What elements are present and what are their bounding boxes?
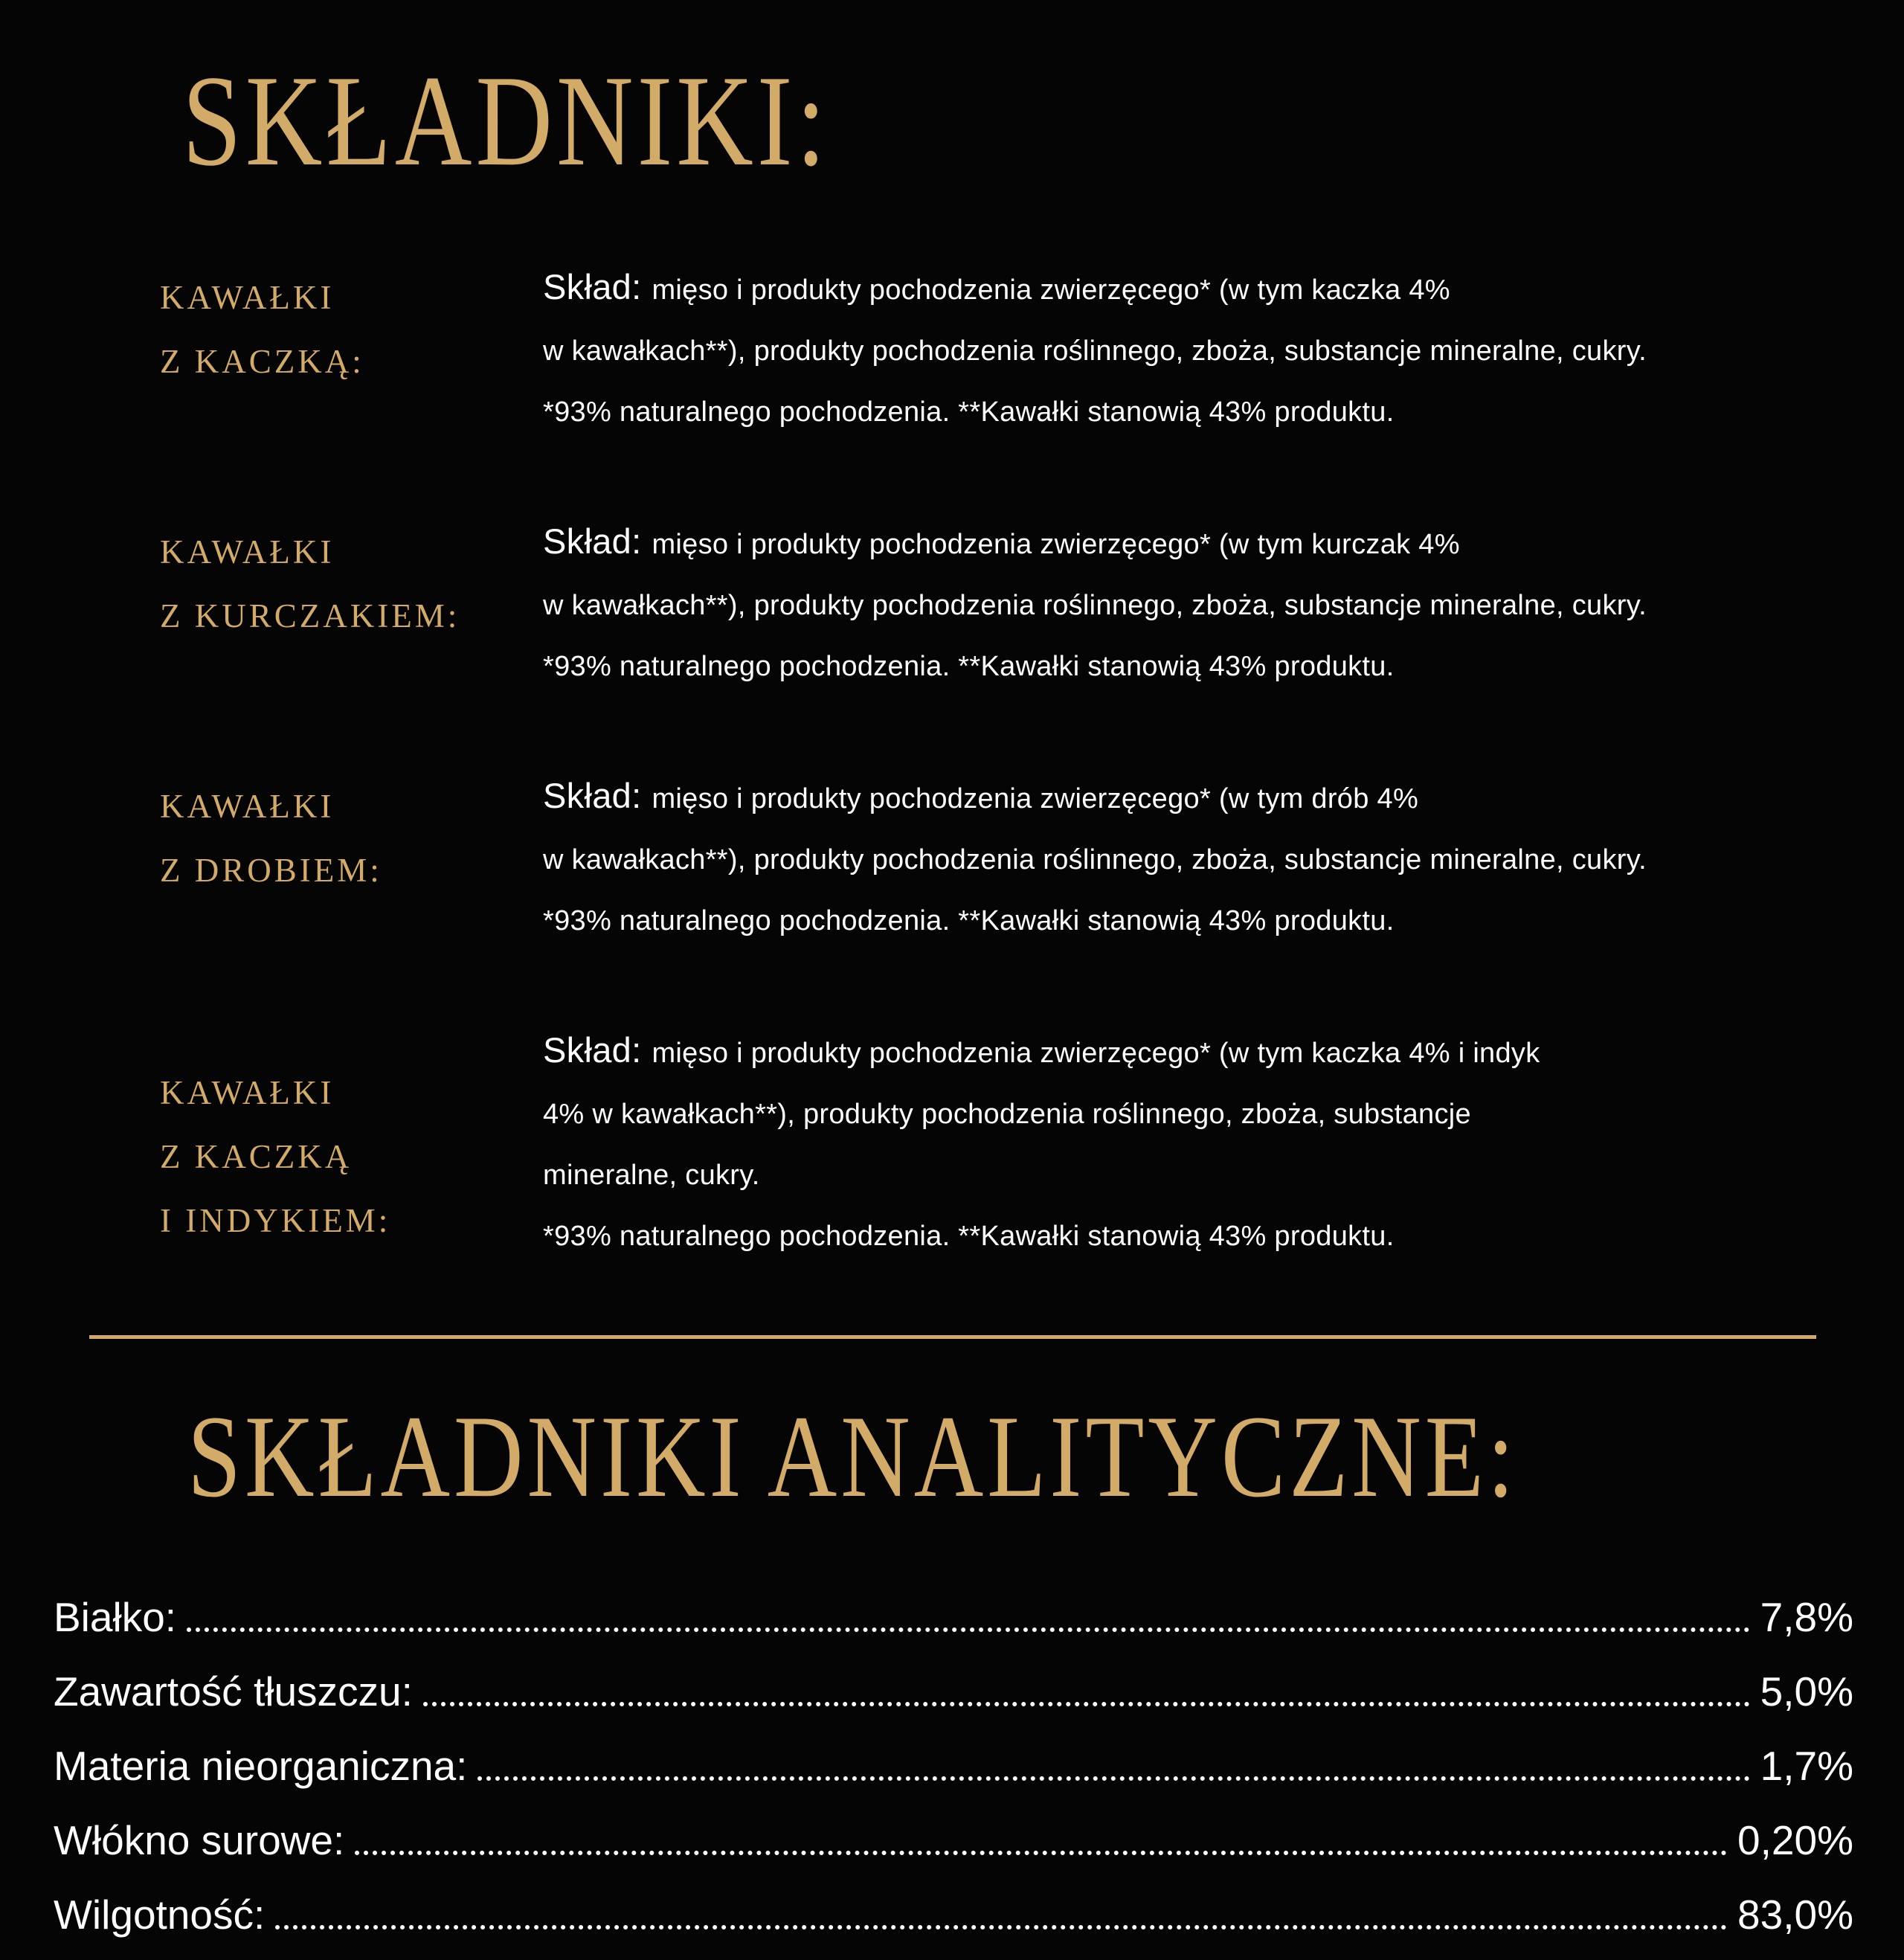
dotted-leader xyxy=(275,1925,1727,1930)
composition-line xyxy=(543,257,1837,321)
analytical-row-moisture xyxy=(54,1888,1853,1941)
composition-line: mineralne, cukry. xyxy=(543,1160,760,1191)
section-poultry xyxy=(160,765,1837,951)
section-duck-label xyxy=(160,257,543,393)
section-poultry-label xyxy=(160,765,543,902)
composition-line: w kawałkach**), produkty pochodzenia roślinnego, zboża, substancje mineralne, cukry. xyxy=(543,844,1647,875)
analytical-row-inorganic-matter xyxy=(54,1739,1853,1793)
dotted-leader xyxy=(187,1628,1750,1632)
composition-text: mięso i produkty pochodzenia zwierzęcego* (w tym drób 4% xyxy=(652,783,1419,814)
section-label-line: Z KURCZAKIEM: xyxy=(160,597,460,634)
composition-line xyxy=(543,1020,1837,1084)
dotted-leader xyxy=(355,1851,1727,1855)
section-duck-turkey-composition xyxy=(543,1020,1837,1267)
analytical-label: Białko: xyxy=(54,1594,177,1640)
analytical-rows xyxy=(54,1590,1853,1941)
analytical-value: 0,20% xyxy=(1737,1817,1853,1863)
section-label-line: KAWAŁKI xyxy=(160,279,335,316)
composition-lead: Skład: xyxy=(543,1030,642,1070)
composition-line xyxy=(543,765,1837,829)
section-label-line: KAWAŁKI xyxy=(160,533,335,571)
section-label-line: I INDYKIEM: xyxy=(160,1202,391,1239)
section-duck-turkey-label xyxy=(160,1020,543,1253)
section-duck-turkey xyxy=(160,1020,1837,1267)
ingredients-title: SKŁADNIKI: xyxy=(182,48,830,193)
composition-line: 4% w kawałkach**), produkty pochodzenia roślinnego, zboża, substancje xyxy=(543,1099,1471,1130)
analytical-value: 1,7% xyxy=(1760,1743,1853,1789)
dotted-leader xyxy=(477,1776,1749,1781)
section-chicken-label xyxy=(160,511,543,648)
section-label-line: Z KACZKĄ xyxy=(160,1138,353,1175)
section-poultry-composition xyxy=(543,765,1837,951)
composition-footnote: *93% naturalnego pochodzenia. **Kawałki stanowią 43% produktu. xyxy=(543,1221,1395,1252)
analytical-row-protein xyxy=(54,1590,1853,1644)
analytical-value: 7,8% xyxy=(1760,1594,1853,1640)
section-chicken-composition xyxy=(543,511,1837,697)
composition-footnote: *93% naturalnego pochodzenia. **Kawałki stanowią 43% produktu. xyxy=(543,651,1395,682)
composition-lead: Skład: xyxy=(543,776,642,815)
composition-line: w kawałkach**), produkty pochodzenia roślinnego, zboża, substancje mineralne, cukry. xyxy=(543,590,1647,621)
section-duck-composition xyxy=(543,257,1837,443)
section-label-line: KAWAŁKI xyxy=(160,1074,335,1111)
composition-text: mięso i produkty pochodzenia zwierzęcego* (w tym kurczak 4% xyxy=(652,529,1460,560)
dotted-leader xyxy=(423,1702,1750,1706)
section-label-line: KAWAŁKI xyxy=(160,788,335,825)
analytical-row-fat xyxy=(54,1665,1853,1718)
composition-lead: Skład: xyxy=(543,267,642,306)
analytical-label: Wilgotność: xyxy=(54,1892,266,1938)
composition-footnote: *93% naturalnego pochodzenia. **Kawałki stanowią 43% produktu. xyxy=(543,905,1395,936)
section-label-line: Z KACZKĄ: xyxy=(160,343,364,380)
composition-text: mięso i produkty pochodzenia zwierzęcego* (w tym kaczka 4% i indyk xyxy=(652,1038,1540,1069)
composition-footnote: *93% naturalnego pochodzenia. **Kawałki stanowią 43% produktu. xyxy=(543,396,1395,428)
gold-divider xyxy=(89,1335,1816,1339)
section-duck xyxy=(160,257,1837,443)
section-label-line: Z DROBIEM: xyxy=(160,852,382,889)
composition-line xyxy=(543,511,1837,575)
ingredients-sections xyxy=(160,257,1837,1267)
composition-lead: Skład: xyxy=(543,521,642,561)
composition-text: mięso i produkty pochodzenia zwierzęcego* (w tym kaczka 4% xyxy=(652,274,1450,306)
analytical-value: 83,0% xyxy=(1737,1892,1853,1938)
analytical-label: Włókno surowe: xyxy=(54,1817,345,1863)
pet-food-label-panel xyxy=(0,48,1904,1960)
analytical-label: Zawartość tłuszczu: xyxy=(54,1668,413,1715)
composition-line: w kawałkach**), produkty pochodzenia roślinnego, zboża, substancje mineralne, cukry. xyxy=(543,335,1647,367)
analytical-title: SKŁADNIKI ANALITYCZNE: xyxy=(187,1392,1518,1522)
section-chicken xyxy=(160,511,1837,697)
analytical-label: Materia nieorganiczna: xyxy=(54,1743,468,1789)
analytical-row-crude-fibre xyxy=(54,1813,1853,1867)
analytical-value: 5,0% xyxy=(1760,1668,1853,1715)
